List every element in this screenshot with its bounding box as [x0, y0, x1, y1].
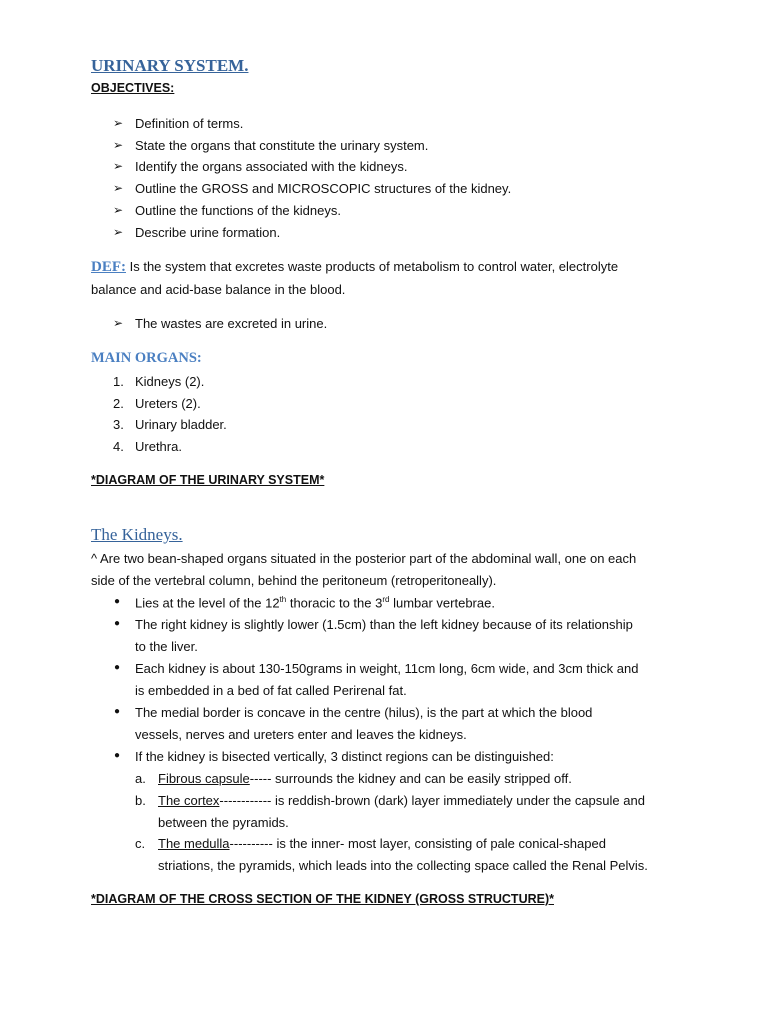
list-item: Outline the functions of the kidneys.: [135, 203, 341, 218]
kidneys-intro-line-2: side of the vertebral column, behind the peritoneum (retroperitoneally).: [91, 573, 497, 588]
wastes-bullet: The wastes are excreted in urine.: [135, 316, 328, 331]
arrow-bullet-icon: ➢: [113, 203, 124, 217]
arrow-bullet-icon: ➢: [113, 225, 124, 239]
superscript: th: [279, 595, 287, 604]
list-item: Outline the GROSS and MICROSCOPIC structures of the kidney.: [135, 181, 512, 196]
definition-line-1: [91, 259, 618, 276]
definition-line-2: balance and acid-base balance in the blood.: [91, 282, 346, 297]
arrow-bullet-icon: ➢: [113, 316, 124, 330]
text: Lies at the level of the 12: [135, 595, 280, 611]
arrow-bullet-icon: ➢: [113, 116, 124, 130]
list-item: Describe urine formation.: [135, 225, 281, 240]
region-text: ---------- is the inner- most layer, consisting of pale conical-shaped: [229, 836, 606, 851]
list-letter: a.: [135, 771, 146, 786]
list-number: 3.: [113, 417, 124, 432]
def-label: DEF:: [91, 259, 126, 275]
bullet-icon: ●: [114, 618, 121, 629]
region-text-line-2: between the pyramids.: [158, 815, 289, 830]
diagram-caption: *DIAGRAM OF THE URINARY SYSTEM*: [91, 473, 325, 487]
text: lumbar vertebrae.: [389, 595, 495, 611]
page-title: URINARY SYSTEM.: [91, 56, 249, 75]
list-number: 1.: [113, 374, 124, 389]
region-term: Fibrous capsule: [158, 771, 250, 786]
kidney-bullet-line: to the liver.: [135, 639, 198, 654]
kidney-bullet-line: If the kidney is bisected vertically, 3 distinct regions can be distinguished:: [135, 749, 554, 764]
arrow-bullet-icon: ➢: [113, 159, 124, 173]
list-item: Urethra.: [135, 439, 182, 454]
bullet-icon: ●: [114, 706, 121, 717]
superscript: rd: [382, 595, 390, 604]
text: thoracic to the 3: [286, 595, 383, 611]
kidney-bullet-line: is embedded in a bed of fat called Perirenal fat.: [135, 683, 407, 698]
def-text: Is the system that excretes waste products of metabolism to control water, electrolyte: [126, 259, 619, 274]
bullet-icon: ●: [114, 750, 121, 761]
kidney-bullet-line: The right kidney is slightly lower (1.5cm) than the left kidney because of its relationship: [135, 617, 633, 632]
bullet-icon: ●: [114, 596, 121, 607]
region-item: [158, 836, 606, 851]
region-term: The medulla: [158, 836, 230, 851]
kidneys-intro-line-1: ^ Are two bean-shaped organs situated in the posterior part of the abdominal wall, one on each: [91, 551, 637, 566]
region-text: ------------ is reddish-brown (dark) layer immediately under the capsule and: [219, 793, 645, 808]
list-item: Identify the organs associated with the kidneys.: [135, 159, 408, 174]
list-item: Urinary bladder.: [135, 417, 227, 432]
region-item: [158, 771, 572, 786]
list-item: Kidneys (2).: [135, 374, 205, 389]
kidney-bullet-line: vessels, nerves and ureters enter and leaves the kidneys.: [135, 727, 467, 742]
list-item: State the organs that constitute the urinary system.: [135, 138, 429, 153]
kidney-bullet: [135, 595, 495, 610]
region-text-line-2: striations, the pyramids, which leads into the collecting space called the Renal Pelvis.: [158, 858, 648, 873]
kidney-bullet-line: Each kidney is about 130-150grams in weight, 11cm long, 6cm wide, and 3cm thick and: [135, 661, 639, 676]
list-letter: b.: [135, 793, 146, 808]
list-item: Definition of terms.: [135, 116, 244, 131]
region-item: [158, 793, 645, 808]
kidneys-heading: The Kidneys.: [91, 525, 183, 544]
list-number: 4.: [113, 439, 124, 454]
kidney-bullet-line: The medial border is concave in the centre (hilus), is the part at which the blood: [135, 705, 593, 720]
region-term: The cortex: [158, 793, 220, 808]
list-item: Ureters (2).: [135, 396, 201, 411]
list-letter: c.: [135, 836, 146, 851]
main-organs-heading: MAIN ORGANS:: [91, 350, 202, 366]
objectives-heading: OBJECTIVES:: [91, 81, 175, 95]
bullet-icon: ●: [114, 662, 121, 673]
region-text: ----- surrounds the kidney and can be easily stripped off.: [249, 771, 572, 786]
arrow-bullet-icon: ➢: [113, 138, 124, 152]
diagram-caption: *DIAGRAM OF THE CROSS SECTION OF THE KIDNEY (GROSS STRUCTURE)*: [91, 892, 554, 906]
arrow-bullet-icon: ➢: [113, 181, 124, 195]
list-number: 2.: [113, 396, 124, 411]
